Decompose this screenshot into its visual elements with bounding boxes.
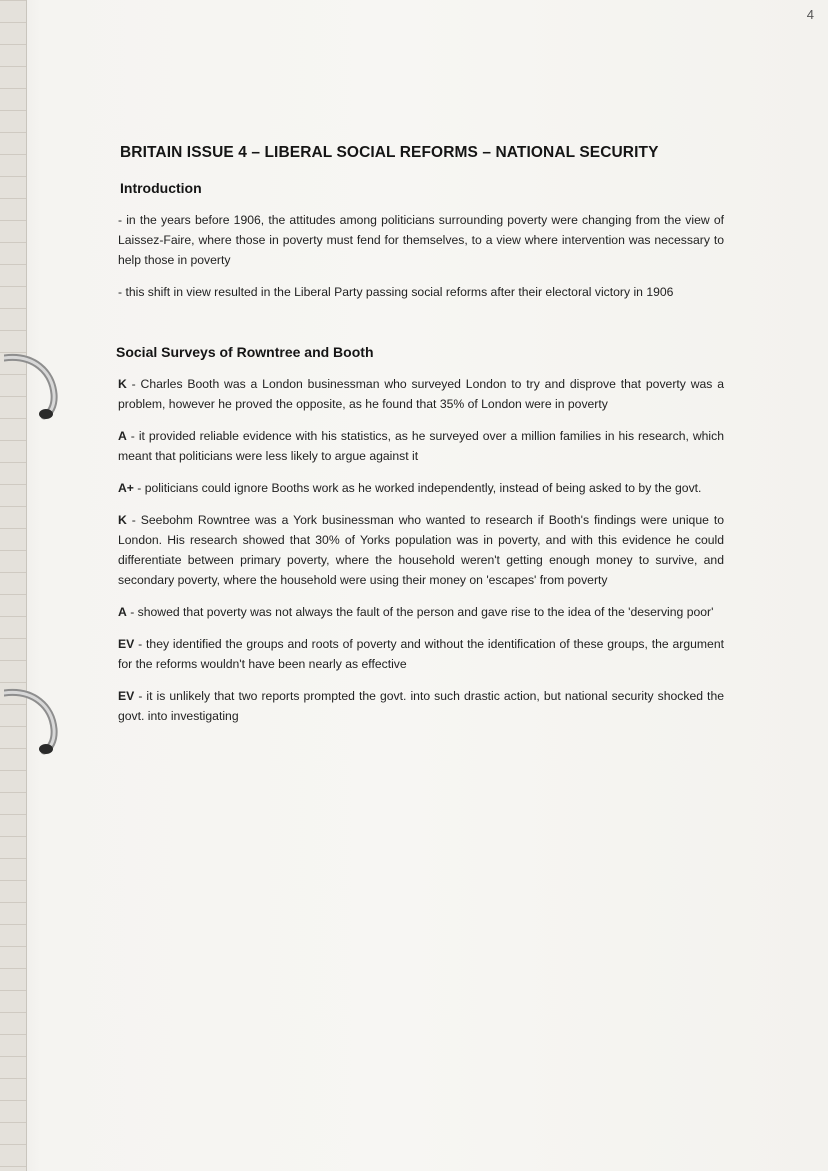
bullet-dash: -	[118, 213, 123, 227]
binder-edge	[0, 0, 27, 1171]
page-number: 4	[806, 7, 814, 22]
paragraph-text: - it provided reliable evidence with his statistics, as he surveyed over a million families in his research, which meant that politicians were less likely to argue against it	[118, 429, 724, 463]
paragraph	[118, 634, 724, 674]
document-title: BRITAIN ISSUE 4 – LIBERAL SOCIAL REFORMS – NATIONAL SECURITY	[120, 144, 659, 161]
paragraph-tag: EV	[118, 637, 135, 651]
paragraph	[118, 686, 724, 726]
binder-ring-icon	[4, 350, 64, 420]
paragraph-tag: EV	[118, 689, 135, 703]
paragraph-text: - they identified the groups and roots of poverty and without the identification of these groups, the argument for the reforms wouldn't have been nearly as effective	[118, 637, 724, 671]
document-content	[112, 144, 724, 738]
paragraph	[118, 374, 724, 414]
paragraph-tag: A+	[118, 481, 134, 495]
paragraph	[118, 602, 724, 622]
section-heading-introduction: Introduction	[120, 180, 202, 196]
binder-ring-icon	[4, 685, 64, 755]
paragraph-tag: K	[118, 377, 127, 391]
bullet-dash: -	[118, 285, 123, 299]
section-heading-social-surveys: Social Surveys of Rowntree and Booth	[116, 344, 374, 360]
paragraph-text: in the years before 1906, the attitudes among politicians surrounding poverty were changing from the view of Laissez-Faire, where those in poverty must fend for themselves, to a view where intervention was necessary to help those in poverty	[118, 213, 724, 267]
paragraph	[118, 426, 724, 466]
paragraph-text: - Charles Booth was a London businessman who surveyed London to try and disprove that poverty was a problem, however he proved the opposite, as he found that 35% of London were in poverty	[118, 377, 724, 411]
paragraph-text: - showed that poverty was not always the fault of the person and gave rise to the idea of the 'deserving poor'	[126, 605, 714, 619]
paragraph-tag: A	[118, 605, 127, 619]
paragraph	[118, 478, 724, 498]
paragraph	[118, 282, 724, 302]
paragraph-text: - politicians could ignore Booths work as he worked independently, instead of being asked to by the govt.	[133, 481, 702, 495]
paragraph-text: - it is unlikely that two reports prompted the govt. into such drastic action, but national security shocked the govt. into investigating	[118, 689, 724, 723]
paragraph-tag: A	[118, 429, 127, 443]
paragraph-tag: K	[118, 513, 127, 527]
paragraph	[118, 510, 724, 590]
paragraph-text: this shift in view resulted in the Liberal Party passing social reforms after their electoral victory in 1906	[122, 285, 674, 299]
paragraph-text: - Seebohm Rowntree was a York businessman who wanted to research if Booth's findings were unique to London. His research showed that 30% of Yorks population was in poverty, and with this evidence he could differentiate between primary poverty, where the household weren't getting enough money to survive, and secondary poverty, where the household were using their money on 'escapes' from poverty	[118, 513, 724, 587]
paragraph	[118, 210, 724, 270]
